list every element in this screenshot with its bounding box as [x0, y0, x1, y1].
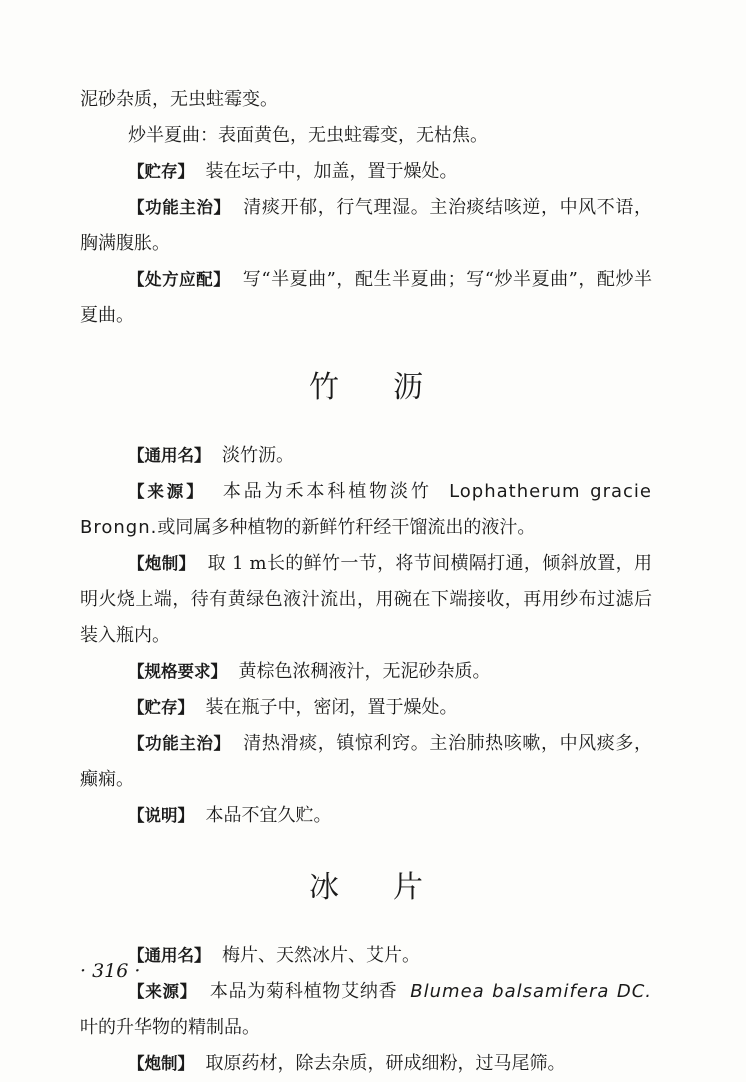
paragraph [80, 82, 652, 118]
entry-heading: 【功能主治】 [128, 734, 231, 753]
latin-name: Blumea balsamifera DC. [410, 981, 653, 1002]
common-name-entry [80, 938, 652, 974]
entry-heading: 【处方应配】 [128, 270, 231, 289]
entry-heading: 【贮存】 [128, 162, 194, 181]
entry-text: 写“半夏曲”，配生半夏曲；写“炒半夏曲”，配炒半夏曲。 [80, 269, 653, 326]
entry-heading: 【功能主治】 [128, 198, 231, 217]
entry-heading: 【规格要求】 [128, 662, 227, 681]
section-title: 竹沥 [309, 370, 477, 405]
text: 泥砂杂质，无虫蛀霉变。 [80, 89, 278, 110]
entry-heading: 【说明】 [128, 806, 194, 825]
prescription-entry [80, 262, 652, 334]
note-entry [80, 798, 652, 834]
processing-entry [80, 546, 652, 654]
entry-text: 本品不宜久贮。 [205, 805, 332, 826]
entry-heading: 【来源】 [128, 482, 206, 501]
source-entry [80, 474, 652, 546]
entry-text: 黄棕色浓稠液汁，无泥砂杂质。 [238, 661, 491, 682]
entry-text: 梅片、天然冰片、艾片。 [221, 945, 420, 966]
storage-entry [80, 154, 652, 190]
function-entry [80, 190, 652, 262]
latin-name: Lophatherum gracie Brongn. [80, 481, 652, 538]
common-name-entry [80, 438, 652, 474]
entry-text: 装在瓶子中，密闭，置于燥处。 [205, 697, 458, 718]
page-body [80, 82, 652, 1082]
entry-text: 装在坛子中，加盖，置于燥处。 [205, 161, 458, 182]
section-title: 冰片 [309, 870, 477, 905]
spec-entry [80, 654, 652, 690]
entry-text: 或同属多种植物的新鲜竹秆经干馏流出的液汁。 [157, 517, 536, 538]
entry-text: 淡竹沥。 [221, 445, 294, 466]
entry-heading: 【炮制】 [128, 1054, 194, 1073]
entry-text: 取 1 m长的鲜竹一节，将节间横隔打通，倾斜放置，用明火烧上端，待有黄绿色液汁流出，用碗在下端接收，再用纱布过滤后装入瓶内。 [80, 553, 653, 646]
entry-text: 本品为菊科植物艾纳香 [209, 981, 398, 1002]
storage-entry [80, 690, 652, 726]
entry-heading: 【贮存】 [128, 698, 194, 717]
paragraph [80, 118, 652, 154]
text: 炒半夏曲：表面黄色，无虫蛀霉变，无枯焦。 [128, 125, 488, 146]
processing-entry [80, 1046, 652, 1082]
entry-text: 叶的升华物的精制品。 [80, 1017, 260, 1038]
entry-heading: 【通用名】 [128, 446, 211, 465]
entry-heading: 【来源】 [128, 982, 197, 1001]
page-number: · 316 · [80, 960, 141, 982]
entry-heading: 【通用名】 [128, 946, 211, 965]
function-entry [80, 726, 652, 798]
entry-heading: 【炮制】 [128, 554, 196, 573]
entry-text: 取原药材，除去杂质，研成细粉，过马尾筛。 [205, 1053, 566, 1074]
entry-text: 本品为禾本科植物淡竹 [222, 481, 432, 502]
entry-text: 清痰开郁，行气理湿。主治痰结咳逆，中风不语，胸满腹胀。 [80, 197, 653, 254]
source-entry [80, 974, 652, 1046]
entry-text: 清热滑痰，镇惊利窍。主治肺热咳嗽，中风痰多，癫痫。 [80, 733, 653, 790]
